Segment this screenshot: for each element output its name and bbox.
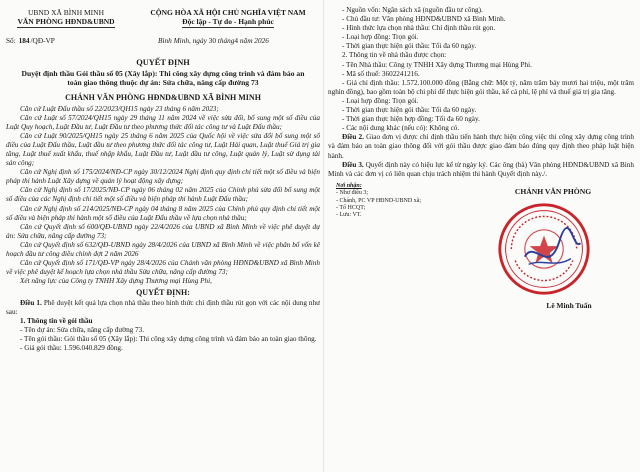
section-1-item: - Tên dự án: Sửa chữa, nâng cấp đường 73. — [20, 326, 145, 335]
agency-line-1: UBND XÃ BÌNH MINH — [27, 8, 105, 17]
contractor-info-item: - Thời gian thực hiện gói thầu: Tối đa 60 ngày. — [342, 106, 477, 115]
legal-basis: Căn cứ Nghị định số 214/2025/NĐ-CP ngày 04 tháng 8 năm 2025 của Chính phủ quy định chi tiết một số điều và biện pháp thi hành một số điều của Luật Đấu thầu về lựa chọn nhà thầu; — [6, 204, 320, 222]
issuing-authority: CHÁNH VĂN PHÒNG HĐND&UBND XÃ BÌNH MINH — [65, 93, 261, 102]
article-2-text: Giao đơn vị được chỉ định thầu tiến hành thực hiện công việc thi công xây dựng công trình và đảm bảo an toàn giao thông đối với gói thầu được giao đảm bảo đúng quy định theo pháp luật hiện hành. — [328, 133, 634, 160]
article-3 — [328, 161, 634, 179]
document-number — [6, 36, 55, 45]
signer-name: Lê Minh Tuấn — [546, 300, 592, 310]
contractor-info-item: - Giá chỉ định thầu: 1.572.100.000 đồng (Bằng chữ: Một tỷ, năm trăm bảy mươi hai triệu, một trăm nghìn đồng), bao gồm toàn bộ chi phí để thực hiện gói thầu, kể cả phí, lệ phí và thuế giá trị gia tăng. — [328, 78, 634, 96]
article-2 — [328, 133, 634, 160]
contractor-info-item: - Loại hợp đồng: Trọn gói. — [342, 96, 419, 105]
recipient-item: - Chánh, PC VP HĐND-UBND xã; — [336, 197, 422, 204]
date-day: 30 — [208, 36, 216, 45]
recipients-list — [336, 183, 421, 220]
package-info-item: - Hình thức lựa chọn nhà thầu: Chỉ định thầu rút gọn. — [342, 24, 496, 33]
legal-bases — [6, 105, 320, 286]
recipient-item: - Tổ HCQT; — [336, 205, 366, 211]
legal-basis: Căn cứ Luật Đấu thầu số 22/2023/QH15 ngày 23 tháng 6 năm 2023; — [20, 105, 219, 113]
legal-basis: Căn cứ Luật 90/2025/QH15 ngày 25 tháng 6 năm 2025 của Quốc hội về việc sửa đổi bổ sung một số điều của Luật Đấu thầu, Luật đầu tư theo phương thức đối tác công tư, Luật Hải quan, Luật thuế Giá trị gia tăng, Luật thuế xuất khẩu, thuế nhập khẩu, Luật Đầu tư, Luật đầu tư công, Luật quản lý, Luật sử dụng tài sản công; — [6, 132, 320, 168]
package-info-item: - Chủ đầu tư: Văn phòng HĐND&UBND xã Bình Minh. — [342, 15, 506, 24]
contractor-info-item: - Các nội dung khác (nếu có): Không có. — [342, 124, 460, 133]
date-year: năm 2026 — [239, 36, 269, 45]
legal-basis: Căn cứ Quyết định số 600/QĐ-UBND ngày 22/4/2026 của UBND xã Bình Minh về việc phê duyệt dự án: Sửa chữa, nâng cấp đường 73; — [6, 222, 320, 240]
agency-line-2: VĂN PHÒNG HĐND&UBND — [17, 17, 115, 26]
article-2-label: Điều 2. — [342, 133, 364, 142]
agency-block — [6, 8, 126, 28]
so-number: 184 — [18, 36, 30, 45]
decision-heading: QUYẾT ĐỊNH: — [136, 287, 190, 297]
section-1-item: - Tên gói thầu: Gói thầu số 05 (Xây lắp): Thi công xây dựng công trình và đảm bảo an toàn giao thông. — [20, 335, 317, 344]
signature-block — [328, 183, 634, 323]
legal-basis: Căn cứ Luật số 57/2024/QH15 ngày 29 tháng 11 năm 2024 về việc sửa đổi, bổ sung một số điều của Luật Quy hoạch, Luật Đầu tư, Luật Đầu tư theo phương thức đối tác công tư và Luật Đấu thầu; — [6, 114, 320, 132]
section-1-item: - Giá gói thầu: 1.596.040.829 đồng. — [20, 344, 123, 353]
so-suffix: /QĐ-VP — [30, 36, 55, 45]
date-place: Bình Minh, ngày — [158, 36, 207, 45]
package-info-item: - Nguồn vốn: Ngân sách xã (nguồn đầu tư công). — [342, 6, 483, 14]
contractor-info-item: - Mã số thuế: 3602241216. — [342, 69, 420, 78]
so-label: Số: — [6, 36, 16, 45]
legal-basis: Căn cứ Quyết định số 632/QĐ-UBND ngày 28/4/2026 của UBND xã Bình Minh về việc phân bổ vốn kế hoạch đầu tư công điều chỉnh đợt 2 năm 2026 — [6, 240, 320, 258]
right-column — [328, 0, 634, 472]
section-1-title: 1. Thông tin về gói thầu — [20, 317, 93, 326]
recipient-item: - Như điều 3; — [336, 190, 369, 197]
date-month-label: tháng — [217, 36, 235, 45]
legal-basis: Xét năng lực của Công ty TNHH Xây dựng Thương mại Hùng Phi, — [20, 276, 212, 285]
document-title: QUYẾT ĐỊNH — [136, 58, 190, 67]
date-month: 4 — [234, 36, 239, 45]
article-1-label: Điều 1. — [20, 298, 42, 307]
document-date — [158, 36, 269, 45]
nation-line-1: CỘNG HÒA XÃ HỘI CHỦ NGHĨA VIỆT NAM — [150, 8, 306, 17]
legal-basis: Căn cứ Nghị định số 17/2025/NĐ-CP ngày 06 tháng 02 năm 2025 của Chính phủ sửa đổi bổ sung một số điều của các Nghị định chi tiết một số điều và biện pháp thi hành Luật Đấu thầu; — [6, 186, 320, 204]
left-column — [6, 6, 320, 466]
recipient-item: - Lưu: VT. — [336, 212, 362, 219]
legal-basis: Căn cứ Quyết định số 171/QĐ-VP ngày 28/4/2026 của Chánh văn phòng HĐND&UBND xã Bình Minh về việc phê duyệt kế hoạch lựa chọn nhà thầu Sửa chữa, nâng cấp đường 73; — [6, 258, 320, 276]
column-divider — [323, 0, 324, 472]
article-1-text: Phê duyệt kết quả lựa chọn nhà thầu theo hình thức chỉ định thầu rút gọn với các nội dung như sau: — [6, 298, 320, 316]
nation-line-2: Độc lập - Tự do - Hạnh phúc — [182, 17, 274, 26]
contractor-info-item: - Thời gian thực hiện hợp đồng: Tối đa 60 ngày. — [342, 115, 480, 124]
legal-basis: Căn cứ Nghị định số 175/2024/NĐ-CP ngày 30/12/2024 Nghị định quy định chi tiết một số điều và biện pháp thi hành Luật Xây dựng về quản lý hoạt động xây dựng; — [6, 168, 320, 186]
signatory-title: CHÁNH VĂN PHÒNG — [514, 186, 592, 196]
document-subtitle: Duyệt định thầu Gói thầu số 05 (Xây lắp): Thi công xây dựng công trình và đảm bảo an toàn giao thông thuộc dự án: Sửa chữa, nâng cấp đường 73 — [21, 69, 305, 87]
package-info-item: - Thời gian thực hiện gói thầu: Tối đa 60 ngày. — [342, 42, 477, 51]
contractor-info-item: - Tên Nhà thầu: Công ty TNHH Xây dựng Thương mại Hùng Phi. — [342, 60, 532, 69]
nation-block — [136, 8, 320, 28]
article-3-text: Quyết định này có hiệu lực kể từ ngày ký. Các ông (bà) Văn phòng HĐND&UBND xã Bình Minh và các đơn vị có liên quan chịu trách nhiệm thi hành Quyết định này./. — [328, 160, 634, 178]
package-info-item: - Loại hợp đồng: Trọn gói. — [342, 33, 419, 42]
article-3-label: Điều 3. — [342, 160, 364, 169]
document-header — [6, 6, 320, 58]
recipients-title: Nơi nhận: — [336, 182, 362, 189]
official-seal-icon — [496, 201, 592, 297]
section-2-title: 2. Thông tin về nhà thầu được chọn: — [342, 51, 447, 60]
article-1 — [6, 299, 320, 317]
